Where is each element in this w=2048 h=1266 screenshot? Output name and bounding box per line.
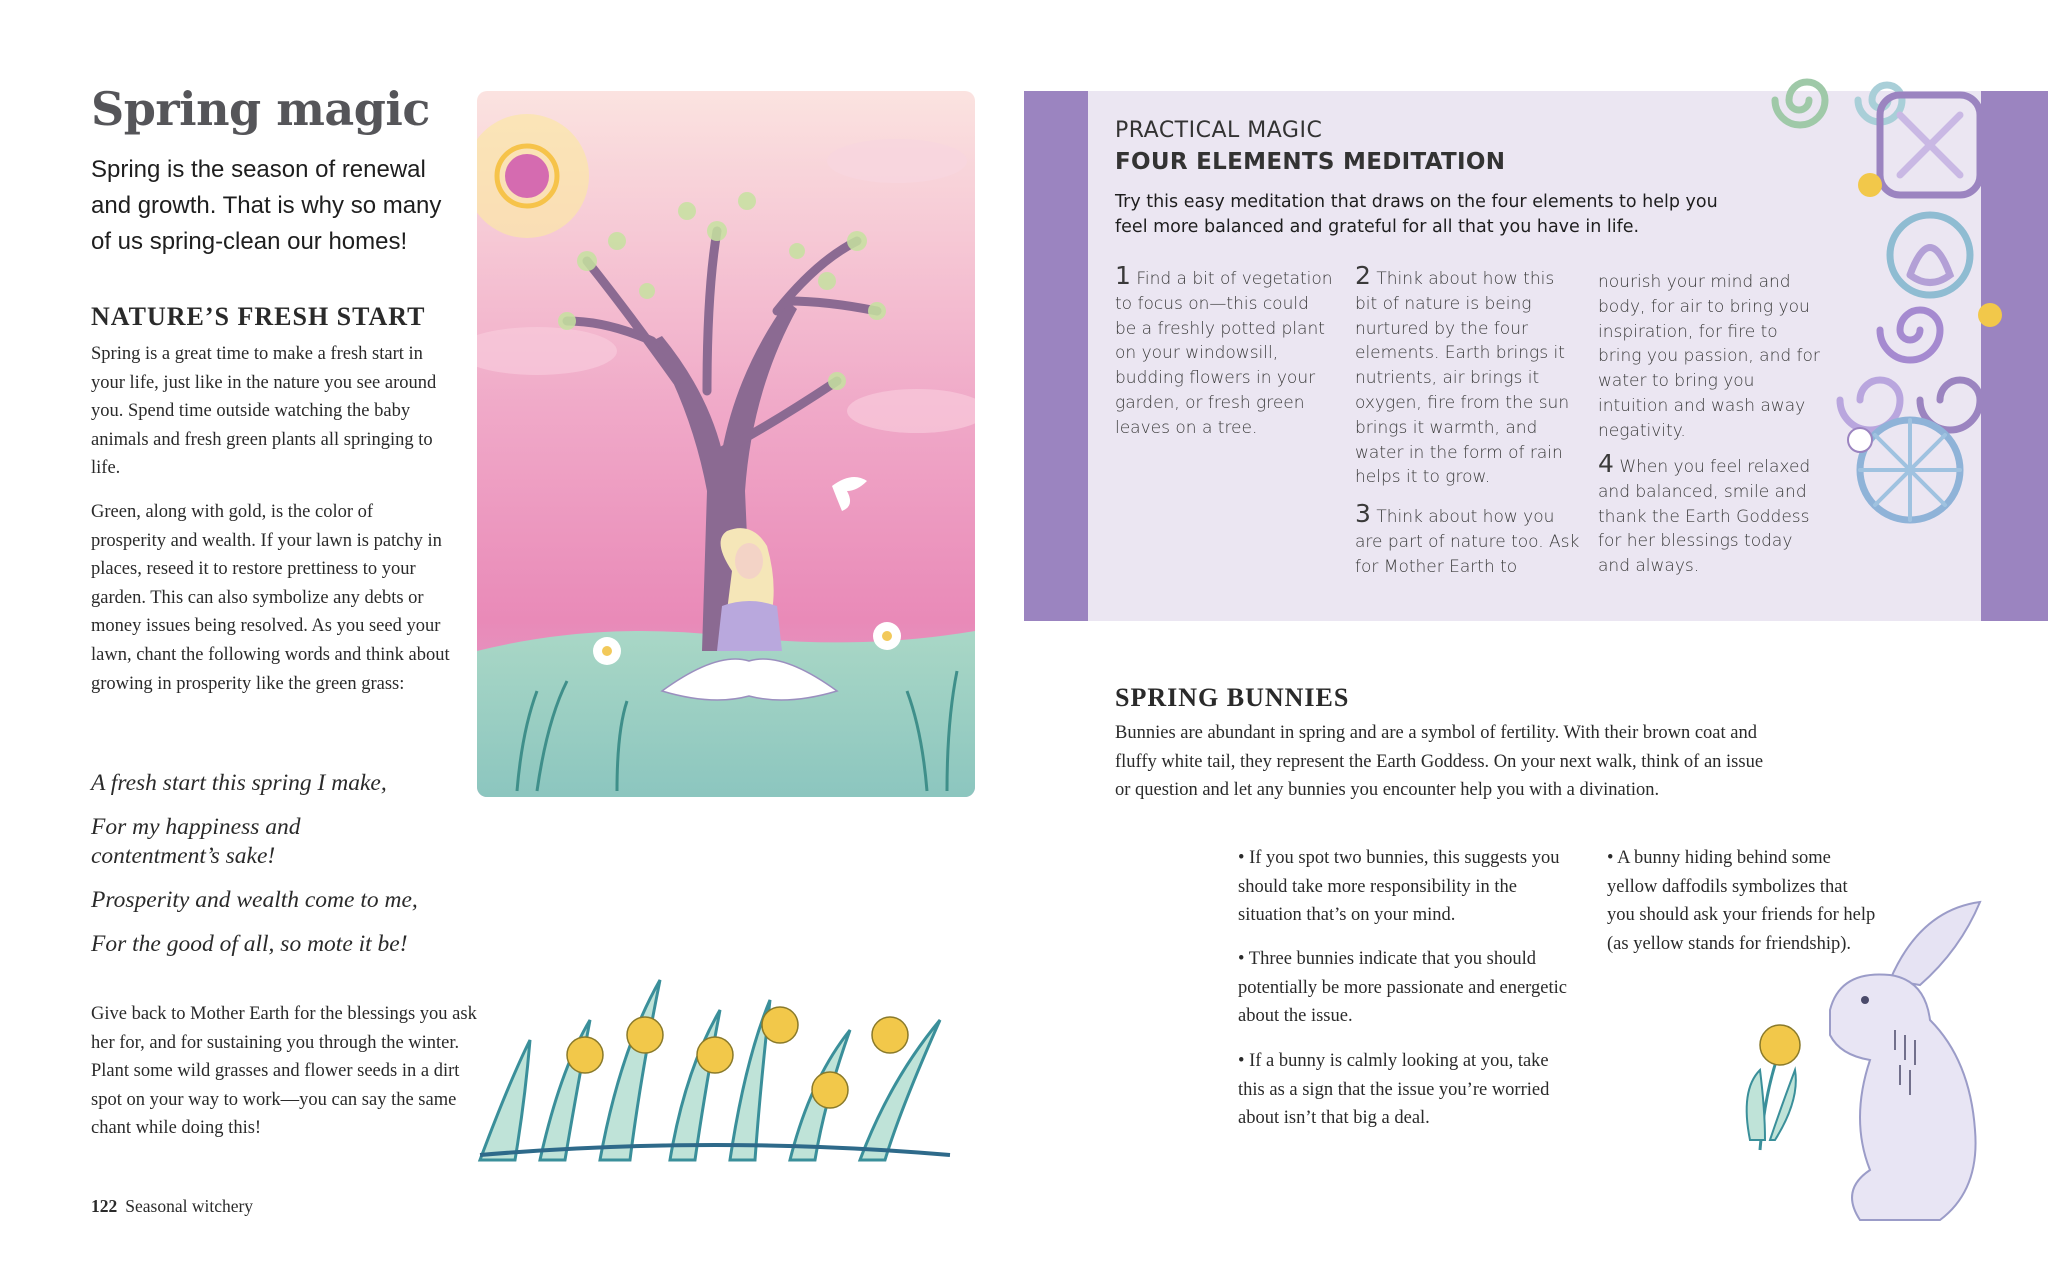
page-footer <box>91 1196 253 1217</box>
page-number: 122 <box>91 1196 118 1216</box>
meditation-step-3-continued: nourish your mind and body, for air to bring you inspiration, for fire to bring you passion, and for water to bring you intuition and wash away negativity. <box>1598 272 1820 441</box>
practical-magic-title: FOUR ELEMENTS MEDITATION <box>1115 149 1506 175</box>
intro-text: Spring is the season of renewal and growth. That is why so many of us spring-clean our homes! <box>91 156 442 255</box>
bunny-bullet: • Three bunnies indicate that you should potentially be more passionate and energetic about the issue. <box>1238 949 1567 1027</box>
bunnies-heading: SPRING BUNNIES <box>1115 683 1350 712</box>
chant-line: For the good of all, so mote it be! <box>91 931 408 957</box>
hare-figure <box>1830 902 1980 1220</box>
daffodils-illustration <box>470 960 960 1170</box>
bunny-bullet: • If you spot two bunnies, this suggests you should take more responsibility in the situation that’s on your mind. <box>1238 848 1560 926</box>
bunnies-paragraph: Bunnies are abundant in spring and are a symbol of fertility. With their brown coat and fluffy white tail, they represent the Earth Goddess. On your next walk, think of an issue or question and let any bunnies you encounter help you with a divination. <box>1115 723 1764 801</box>
daffodil-icon <box>1747 1025 1800 1150</box>
practical-magic-intro: Try this easy meditation that draws on the four elements to help you feel more balanced and grateful for all that you have in life. <box>1115 192 1718 237</box>
flower-icon <box>1858 173 1882 197</box>
nature-heading: NATURE’S FRESH START <box>91 302 426 331</box>
meditation-step-3: 3 Think about how you are part of nature too. Ask for Mother Earth to <box>1355 499 1580 577</box>
meditation-step-2: 2 Think about how this bit of nature is being nurtured by the four elements. Earth brings it nutrients, air brings it oxygen, fire from the sun brings it warmth, and water in the form of rain helps it to grow. <box>1355 261 1570 488</box>
chant-line: Prosperity and wealth come to me, <box>91 887 418 913</box>
giveback-paragraph: Give back to Mother Earth for the blessings you ask her for, and for sustaining you through the winter. Plant some wild grasses and flower seeds in a dirt spot on your way to work—you can say the same chant while doing this! <box>91 1004 477 1139</box>
bunny-bullet: • A bunny hiding behind some yellow daffodils symbolizes that you should ask your friends for help (as yellow stands for friendship). <box>1607 848 1876 954</box>
meditation-step-4: 4 When you feel relaxed and balanced, smile and thank the Earth Goddess for her blessings today and always. <box>1598 449 1811 577</box>
flower-icon <box>1978 303 2002 327</box>
bunny-bullet: • If a bunny is calmly looking at you, take this as a sign that the issue you’re worried about isn’t that big a deal. <box>1238 1051 1550 1129</box>
spring-tree-illustration <box>477 91 975 797</box>
meditation-step-1: 1 Find a bit of vegetation to focus on—this could be a freshly potted plant on your windowsill, budding flowers in your garden, or fresh green leaves on a tree. <box>1115 261 1333 438</box>
practical-magic-kicker: PRACTICAL MAGIC <box>1115 118 1323 143</box>
chant-line: A fresh start this spring I make, <box>91 770 387 796</box>
celtic-knot-decoration <box>1760 40 2020 530</box>
hare-illustration <box>1720 890 2020 1230</box>
nature-paragraph-1: Spring is a great time to make a fresh start in your life, just like in the nature you see around you. Spend time outside watching the baby animals and fresh green plants all springing to life. <box>91 344 437 479</box>
page-title: Spring magic <box>91 82 430 136</box>
nature-paragraph-2: Green, along with gold, is the color of prosperity and wealth. If your lawn is patchy in places, reseed it to restore prettiness to your garden. This can also symbolize any debts or money issues being resolved. As you seed your lawn, chant the following words and think about growing in prosperity like the green grass: <box>91 502 450 694</box>
flower-icon <box>1848 428 1872 452</box>
chant-line: For my happiness and contentment’s sake! <box>91 814 301 869</box>
section-name: Seasonal witchery <box>125 1196 254 1216</box>
